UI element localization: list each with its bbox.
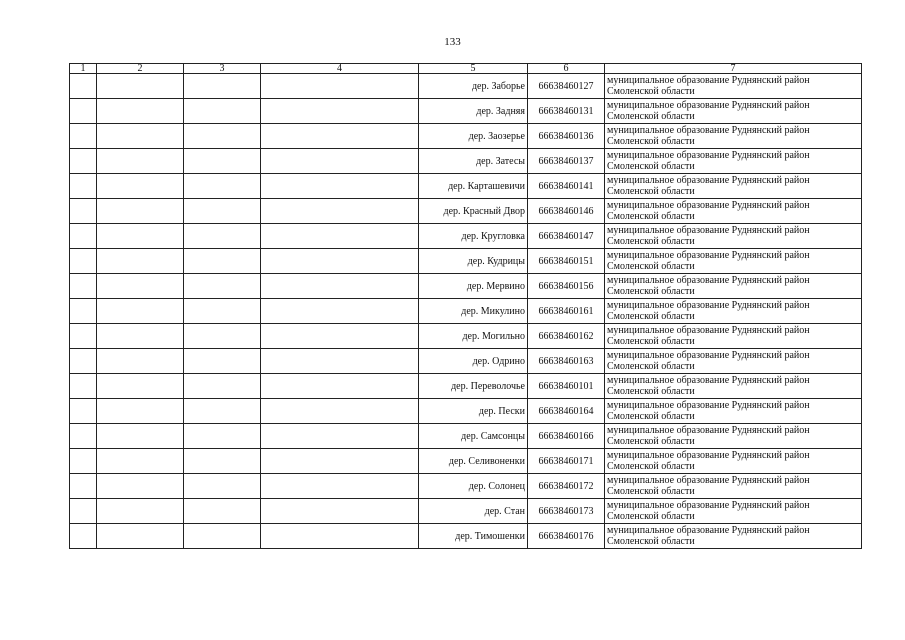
- municipal-entity: [605, 149, 862, 174]
- municipal-entity: [605, 299, 862, 324]
- empty-cell: [97, 499, 184, 524]
- empty-cell: [97, 74, 184, 99]
- settlement-name: дер. Пески: [419, 399, 528, 424]
- oktmo-code: 66638460141: [528, 174, 605, 199]
- empty-cell: [261, 399, 419, 424]
- empty-cell: [184, 399, 261, 424]
- empty-cell: [70, 199, 97, 224]
- table-row: [70, 324, 862, 349]
- table-row: [70, 424, 862, 449]
- table-row: [70, 199, 862, 224]
- oktmo-code: 66638460163: [528, 349, 605, 374]
- municipal-entity-line-1: муниципальное образование Руднянский район: [607, 474, 810, 486]
- empty-cell: [70, 149, 97, 174]
- registry-body: [70, 74, 862, 549]
- oktmo-code: 66638460136: [528, 124, 605, 149]
- empty-cell: [261, 449, 419, 474]
- table-row: [70, 149, 862, 174]
- municipal-entity-line-1: муниципальное образование Руднянский район: [607, 174, 810, 186]
- empty-cell: [70, 424, 97, 449]
- empty-cell: [97, 174, 184, 199]
- empty-cell: [261, 299, 419, 324]
- settlement-name: дер. Одрино: [419, 349, 528, 374]
- municipal-entity-line-1: муниципальное образование Руднянский район: [607, 99, 810, 111]
- empty-cell: [184, 224, 261, 249]
- empty-cell: [261, 74, 419, 99]
- header-row: [70, 64, 862, 74]
- municipal-entity: [605, 174, 862, 199]
- empty-cell: [184, 449, 261, 474]
- municipal-entity-line-2: Смоленской области: [607, 336, 695, 347]
- settlement-name: дер. Самсонцы: [419, 424, 528, 449]
- column-header-2: 2: [97, 64, 184, 74]
- municipal-entity: [605, 224, 862, 249]
- empty-cell: [70, 99, 97, 124]
- municipal-entity-line-2: Смоленской области: [607, 236, 695, 247]
- municipal-entity-line-1: муниципальное образование Руднянский район: [607, 74, 810, 86]
- settlement-name: дер. Мервино: [419, 274, 528, 299]
- table-row: [70, 74, 862, 99]
- municipal-entity-line-2: Смоленской области: [607, 211, 695, 222]
- column-header-1: 1: [70, 64, 97, 74]
- empty-cell: [97, 374, 184, 399]
- municipal-entity-line-2: Смоленской области: [607, 86, 695, 97]
- empty-cell: [97, 524, 184, 549]
- settlement-name: дер. Задняя: [419, 99, 528, 124]
- empty-cell: [184, 424, 261, 449]
- empty-cell: [184, 249, 261, 274]
- municipal-entity-line-2: Смоленской области: [607, 536, 695, 547]
- municipal-entity-line-1: муниципальное образование Руднянский район: [607, 124, 810, 136]
- municipal-entity: [605, 374, 862, 399]
- empty-cell: [97, 149, 184, 174]
- empty-cell: [97, 324, 184, 349]
- municipal-entity-line-1: муниципальное образование Руднянский район: [607, 374, 810, 386]
- municipal-entity: [605, 124, 862, 149]
- empty-cell: [261, 349, 419, 374]
- municipal-entity-line-1: муниципальное образование Руднянский район: [607, 524, 810, 536]
- municipal-entity-line-1: муниципальное образование Руднянский район: [607, 249, 810, 261]
- municipal-entity: [605, 349, 862, 374]
- empty-cell: [70, 274, 97, 299]
- column-header-4: 4: [261, 64, 419, 74]
- empty-cell: [184, 174, 261, 199]
- municipal-entity: [605, 324, 862, 349]
- table-row: [70, 299, 862, 324]
- oktmo-code: 66638460137: [528, 149, 605, 174]
- table-row: [70, 449, 862, 474]
- oktmo-code: 66638460164: [528, 399, 605, 424]
- settlement-name: дер. Солонец: [419, 474, 528, 499]
- oktmo-code: 66638460156: [528, 274, 605, 299]
- municipal-entity-line-2: Смоленской области: [607, 186, 695, 197]
- empty-cell: [97, 249, 184, 274]
- municipal-entity-line-2: Смоленской области: [607, 436, 695, 447]
- empty-cell: [70, 399, 97, 424]
- municipal-entity-line-2: Смоленской области: [607, 386, 695, 397]
- municipal-entity-line-1: муниципальное образование Руднянский район: [607, 349, 810, 361]
- municipal-entity-line-2: Смоленской области: [607, 411, 695, 422]
- empty-cell: [261, 324, 419, 349]
- settlement-name: дер. Могильно: [419, 324, 528, 349]
- empty-cell: [184, 349, 261, 374]
- empty-cell: [97, 449, 184, 474]
- empty-cell: [184, 199, 261, 224]
- municipal-entity-line-1: муниципальное образование Руднянский район: [607, 499, 810, 511]
- settlement-name: дер. Стан: [419, 499, 528, 524]
- oktmo-code: 66638460173: [528, 499, 605, 524]
- oktmo-code: 66638460162: [528, 324, 605, 349]
- municipal-entity-line-1: муниципальное образование Руднянский район: [607, 299, 810, 311]
- municipal-entity-line-1: муниципальное образование Руднянский район: [607, 224, 810, 236]
- municipal-entity: [605, 399, 862, 424]
- settlement-name: дер. Микулино: [419, 299, 528, 324]
- empty-cell: [261, 374, 419, 399]
- table-row: [70, 99, 862, 124]
- registry-table: [69, 63, 862, 549]
- empty-cell: [70, 74, 97, 99]
- empty-cell: [97, 99, 184, 124]
- table-row: [70, 399, 862, 424]
- page-number: 133: [444, 36, 461, 48]
- empty-cell: [97, 474, 184, 499]
- empty-cell: [70, 249, 97, 274]
- municipal-entity: [605, 199, 862, 224]
- empty-cell: [70, 224, 97, 249]
- municipal-entity-line-1: муниципальное образование Руднянский район: [607, 324, 810, 336]
- table-row: [70, 249, 862, 274]
- empty-cell: [261, 249, 419, 274]
- empty-cell: [70, 499, 97, 524]
- table-row: [70, 224, 862, 249]
- oktmo-code: 66638460171: [528, 449, 605, 474]
- municipal-entity-line-2: Смоленской области: [607, 461, 695, 472]
- municipal-entity-line-2: Смоленской области: [607, 511, 695, 522]
- municipal-entity-line-1: муниципальное образование Руднянский район: [607, 399, 810, 411]
- municipal-entity-line-1: муниципальное образование Руднянский район: [607, 274, 810, 286]
- oktmo-code: 66638460147: [528, 224, 605, 249]
- empty-cell: [184, 499, 261, 524]
- settlement-name: дер. Красный Двор: [419, 199, 528, 224]
- empty-cell: [261, 274, 419, 299]
- column-header-5: 5: [419, 64, 528, 74]
- empty-cell: [184, 124, 261, 149]
- empty-cell: [261, 474, 419, 499]
- empty-cell: [70, 349, 97, 374]
- municipal-entity-line-2: Смоленской области: [607, 286, 695, 297]
- empty-cell: [97, 299, 184, 324]
- municipal-entity: [605, 99, 862, 124]
- municipal-entity-line-1: муниципальное образование Руднянский район: [607, 149, 810, 161]
- oktmo-code: 66638460146: [528, 199, 605, 224]
- table-row: [70, 124, 862, 149]
- settlement-name: дер. Заборье: [419, 74, 528, 99]
- settlement-name: дер. Заозерье: [419, 124, 528, 149]
- empty-cell: [261, 124, 419, 149]
- table-row: [70, 499, 862, 524]
- settlement-name: дер. Карташевичи: [419, 174, 528, 199]
- table-row: [70, 524, 862, 549]
- municipal-entity: [605, 524, 862, 549]
- municipal-entity-line-1: муниципальное образование Руднянский район: [607, 449, 810, 461]
- oktmo-code: 66638460176: [528, 524, 605, 549]
- empty-cell: [97, 349, 184, 374]
- empty-cell: [261, 99, 419, 124]
- empty-cell: [261, 174, 419, 199]
- oktmo-code: 66638460151: [528, 249, 605, 274]
- settlement-name: дер. Затесы: [419, 149, 528, 174]
- table-row: [70, 349, 862, 374]
- oktmo-code: 66638460131: [528, 99, 605, 124]
- empty-cell: [70, 374, 97, 399]
- municipal-entity-line-1: муниципальное образование Руднянский район: [607, 424, 810, 436]
- column-header-3: 3: [184, 64, 261, 74]
- empty-cell: [184, 474, 261, 499]
- empty-cell: [70, 524, 97, 549]
- empty-cell: [97, 224, 184, 249]
- municipal-entity: [605, 424, 862, 449]
- municipal-entity-line-2: Смоленской области: [607, 261, 695, 272]
- settlement-name: дер. Кругловка: [419, 224, 528, 249]
- oktmo-code: 66638460127: [528, 74, 605, 99]
- empty-cell: [261, 199, 419, 224]
- municipal-entity-line-2: Смоленской области: [607, 361, 695, 372]
- municipal-entity-line-2: Смоленской области: [607, 111, 695, 122]
- municipal-entity-line-1: муниципальное образование Руднянский район: [607, 199, 810, 211]
- empty-cell: [184, 324, 261, 349]
- column-header-6: 6: [528, 64, 605, 74]
- oktmo-code: 66638460161: [528, 299, 605, 324]
- municipal-entity: [605, 74, 862, 99]
- empty-cell: [261, 424, 419, 449]
- settlement-name: дер. Селивоненки: [419, 449, 528, 474]
- empty-cell: [184, 74, 261, 99]
- empty-cell: [70, 124, 97, 149]
- empty-cell: [261, 149, 419, 174]
- empty-cell: [97, 399, 184, 424]
- municipal-entity-line-2: Смоленской области: [607, 136, 695, 147]
- municipal-entity-line-2: Смоленской области: [607, 486, 695, 497]
- empty-cell: [70, 299, 97, 324]
- oktmo-code: 66638460172: [528, 474, 605, 499]
- municipal-entity-line-2: Смоленской области: [607, 311, 695, 322]
- empty-cell: [184, 274, 261, 299]
- municipal-entity: [605, 449, 862, 474]
- municipal-entity: [605, 249, 862, 274]
- oktmo-code: 66638460101: [528, 374, 605, 399]
- empty-cell: [97, 199, 184, 224]
- empty-cell: [70, 449, 97, 474]
- empty-cell: [97, 124, 184, 149]
- empty-cell: [70, 474, 97, 499]
- empty-cell: [261, 224, 419, 249]
- table-row: [70, 474, 862, 499]
- table-row: [70, 174, 862, 199]
- municipal-entity: [605, 274, 862, 299]
- settlement-name: дер. Кудрицы: [419, 249, 528, 274]
- empty-cell: [261, 524, 419, 549]
- empty-cell: [184, 149, 261, 174]
- table-row: [70, 274, 862, 299]
- empty-cell: [184, 299, 261, 324]
- empty-cell: [184, 524, 261, 549]
- table-row: [70, 374, 862, 399]
- municipal-entity-line-2: Смоленской области: [607, 161, 695, 172]
- empty-cell: [70, 174, 97, 199]
- settlement-name: дер. Тимошенки: [419, 524, 528, 549]
- settlement-name: дер. Переволочье: [419, 374, 528, 399]
- empty-cell: [97, 424, 184, 449]
- empty-cell: [70, 324, 97, 349]
- empty-cell: [97, 274, 184, 299]
- municipal-entity: [605, 474, 862, 499]
- empty-cell: [184, 374, 261, 399]
- municipal-entity: [605, 499, 862, 524]
- empty-cell: [261, 499, 419, 524]
- column-header-7: 7: [605, 64, 862, 74]
- oktmo-code: 66638460166: [528, 424, 605, 449]
- empty-cell: [184, 99, 261, 124]
